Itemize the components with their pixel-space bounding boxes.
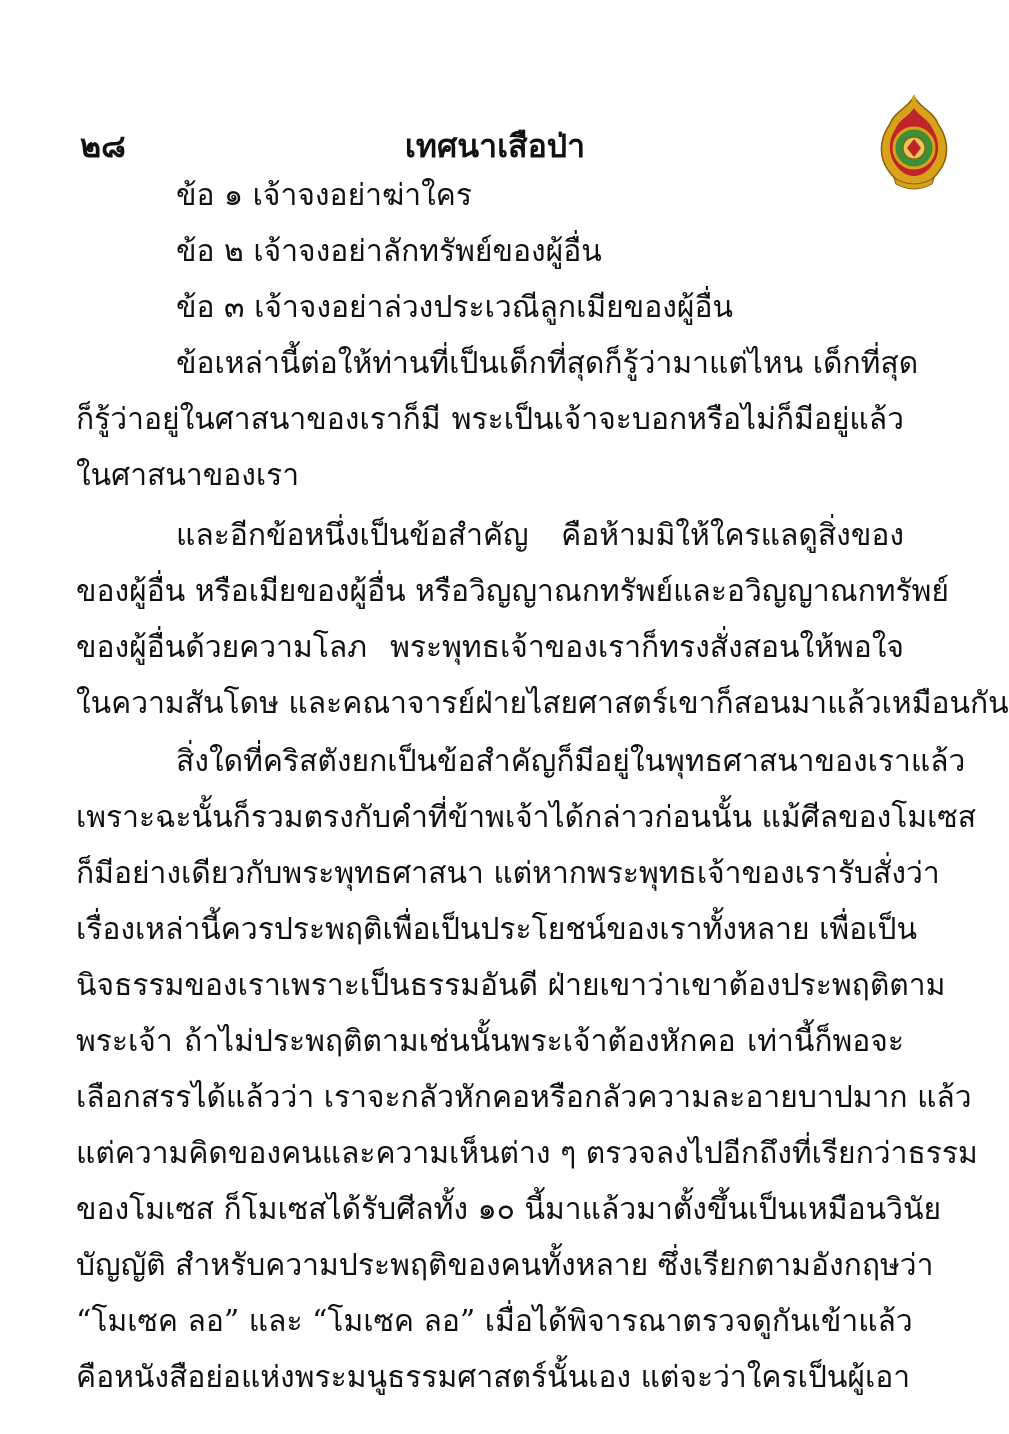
paragraph-line: ข้อเหล่านี้ต่อให้ท่านที่เป็นเด็กที่สุดก็รู้ว่ามาแต่ไหน เด็กที่สุด — [176, 346, 919, 381]
paragraph-line: ในความสันโดษ และคณาจารย์ฝ่ายไสยศาสตร์เขาก็สอนมาแล้วเหมือนกัน — [76, 686, 1009, 721]
paragraph-line: ในศาสนาของเรา — [76, 458, 300, 493]
rule-line-1: ข้อ ๑ เจ้าจงอย่าฆ่าใคร — [176, 178, 472, 213]
rule-line-3: ข้อ ๓ เจ้าจงอย่าล่วงประเวณีลูกเมียของผู้อื่น — [176, 290, 733, 325]
paragraph-line: บัญญัติ สำหรับความประพฤติของคนทั้งหลาย ซึ่งเรียกตามอังกฤษว่า — [76, 1248, 934, 1283]
page-title: เทศนาเสือป่า — [404, 127, 586, 165]
paragraph-line: สิ่งใดที่คริสตังยกเป็นข้อสำคัญก็มีอยู่ในพุทธศาสนาของเราแล้ว — [176, 744, 966, 779]
paragraph-line: และอีกข้อหนึ่งเป็นข้อสำคัญ คือห้ามมิให้ใครแลดูสิ่งของ — [176, 518, 904, 553]
paragraph-line: เลือกสรรได้แล้วว่า เราจะกลัวหักคอหรือกลัวความละอายบาปมาก แล้ว — [76, 1080, 972, 1115]
paragraph-line: ของโมเซส ก็โมเซสได้รับศีลทั้ง ๑๐ นี้มาแล้วมาตั้งขึ้นเป็นเหมือนวินัย — [76, 1192, 942, 1227]
paragraph-line: นิจธรรมของเราเพราะเป็นธรรมอันดี ฝ่ายเขาว่าเขาต้องประพฤติตาม — [76, 968, 946, 1003]
paragraph-line: ของผู้อื่นด้วยความโลภ พระพุทธเจ้าของเราก็ทรงสั่งสอนให้พอใจ — [76, 630, 904, 665]
paragraph-line: คือหนังสือย่อแห่งพระมนูธรรมศาสตร์นั้นเอง แต่จะว่าใครเป็นผู้เอา — [76, 1360, 911, 1395]
page-number: ๒๘ — [80, 127, 126, 165]
paragraph-line: พระเจ้า ถ้าไม่ประพฤติตามเช่นนั้นพระเจ้าต้องหักคอ เท่านี้ก็พอจะ — [76, 1024, 904, 1059]
paragraph-line: ก็รู้ว่าอยู่ในศาสนาของเราก็มี พระเป็นเจ้าจะบอกหรือไม่ก็มีอยู่แล้ว — [76, 402, 904, 437]
rule-line-2: ข้อ ๒ เจ้าจงอย่าลักทรัพย์ของผู้อื่น — [176, 234, 602, 269]
paragraph-line: เพราะฉะนั้นก็รวมตรงกับคำที่ข้าพเจ้าได้กล่าวก่อนนั้น แม้ศีลของโมเซส — [76, 800, 977, 835]
paragraph-line: ก็มีอย่างเดียวกับพระพุทธศาสนา แต่หากพระพุทธเจ้าของเรารับสั่งว่า — [76, 856, 940, 891]
paragraph-line: ของผู้อื่น หรือเมียของผู้อื่น หรือวิญญาณกทรัพย์และอวิญญาณกทรัพย์ — [76, 574, 950, 609]
paragraph-line: เรื่องเหล่านี้ควรประพฤติเพื่อเป็นประโยชน์ของเราทั้งหลาย เพื่อเป็น — [76, 912, 917, 947]
paragraph-line: “โมเซค ลอ” และ “โมเซค ลอ” เมื่อได้พิจารณาตรวจดูกันเข้าแล้ว — [76, 1304, 913, 1339]
paragraph-line: แต่ความคิดของคนและความเห็นต่าง ๆ ตรวจลงไปอีกถึงที่เรียกว่าธรรม — [76, 1136, 978, 1171]
